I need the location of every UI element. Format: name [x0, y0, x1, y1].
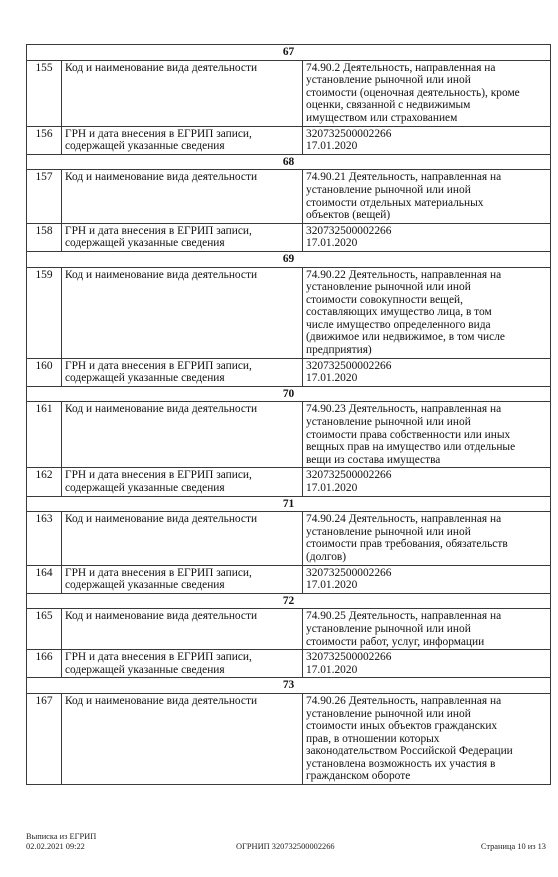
row-label: ГРН и дата внесения в ЕГРИП записи, содержащей указанные сведения: [62, 358, 303, 386]
row-value: 74.90.26 Деятельность, направленная на установление рыночной или иной стоимости иных объектов гражданских прав, в отношении которых законодательством Российской Федерации установлена возможность их участия в гражданском обороте: [303, 693, 551, 784]
table-row: [27, 170, 551, 223]
section-number: 68: [27, 154, 551, 170]
row-value: 320732500002266 17.01.2020: [303, 358, 551, 386]
row-label: ГРН и дата внесения в ЕГРИП записи, содержащей указанные сведения: [62, 468, 303, 496]
row-label: Код и наименование вида деятельности: [62, 60, 303, 126]
row-value: 74.90.22 Деятельность, направленная на установление рыночной или иной стоимости совокупности вещей, составляющих имущество лица, в том числе имущество определенного вида (движимое или недвижимое, в том числе предприятия): [303, 267, 551, 358]
table-row: [27, 693, 551, 784]
table-row: [27, 358, 551, 386]
row-label: ГРН и дата внесения в ЕГРИП записи, содержащей указанные сведения: [62, 126, 303, 154]
row-label: Код и наименование вида деятельности: [62, 170, 303, 223]
row-number: 160: [27, 358, 62, 386]
footer-page-number: Страница 10 из 13: [480, 842, 546, 851]
row-number: 166: [27, 650, 62, 678]
section-number: 71: [27, 496, 551, 512]
row-number: 155: [27, 60, 62, 126]
section-header-row: [27, 154, 551, 170]
table-body: [27, 45, 551, 785]
row-label: ГРН и дата внесения в ЕГРИП записи, содержащей указанные сведения: [62, 565, 303, 593]
section-header-row: [27, 593, 551, 609]
row-number: 161: [27, 402, 62, 468]
table-row: [27, 402, 551, 468]
table-row: [27, 126, 551, 154]
row-number: 163: [27, 512, 62, 565]
table-row: [27, 223, 551, 251]
row-number: 158: [27, 223, 62, 251]
table-row: [27, 565, 551, 593]
row-label: ГРН и дата внесения в ЕГРИП записи, содержащей указанные сведения: [62, 650, 303, 678]
row-value: 320732500002266 17.01.2020: [303, 126, 551, 154]
row-number: 165: [27, 609, 62, 650]
row-number: 156: [27, 126, 62, 154]
section-header-row: [27, 386, 551, 402]
row-value: 320732500002266 17.01.2020: [303, 223, 551, 251]
row-value: 320732500002266 17.01.2020: [303, 468, 551, 496]
row-value: 74.90.25 Деятельность, направленная на установление рыночной или иной стоимости работ, услуг, информации: [303, 609, 551, 650]
footer-ogrnip: ОГРНИП 320732500002266: [236, 842, 335, 851]
section-header-row: [27, 45, 551, 61]
footer-document-info: Выписка из ЕГРИП 02.02.2021 09:22: [26, 832, 97, 851]
row-label: Код и наименование вида деятельности: [62, 267, 303, 358]
row-number: 167: [27, 693, 62, 784]
section-number: 70: [27, 386, 551, 402]
row-number: 164: [27, 565, 62, 593]
table-row: [27, 609, 551, 650]
row-value: 74.90.23 Деятельность, направленная на установление рыночной или иной стоимости права собственности или иных вещных прав на имущество или отдельные вещи из состава имущества: [303, 402, 551, 468]
section-number: 73: [27, 678, 551, 694]
row-number: 159: [27, 267, 62, 358]
table-row: [27, 267, 551, 358]
row-label: Код и наименование вида деятельности: [62, 693, 303, 784]
section-number: 67: [27, 45, 551, 61]
section-number: 72: [27, 593, 551, 609]
table-row: [27, 468, 551, 496]
row-number: 157: [27, 170, 62, 223]
row-value: 74.90.24 Деятельность, направленная на установление рыночной или иной стоимости прав требования, обязательств (долгов): [303, 512, 551, 565]
section-number: 69: [27, 251, 551, 267]
row-value: 74.90.21 Деятельность, направленная на установление рыночной или иной стоимости отдельных материальных объектов (вещей): [303, 170, 551, 223]
row-number: 162: [27, 468, 62, 496]
section-header-row: [27, 251, 551, 267]
section-header-row: [27, 496, 551, 512]
row-value: 74.90.2 Деятельность, направленная на установление рыночной или иной стоимости (оценочная деятельность), кроме оценки, связанной с недвижимым имуществом или страхованием: [303, 60, 551, 126]
row-value: 320732500002266 17.01.2020: [303, 565, 551, 593]
row-value: 320732500002266 17.01.2020: [303, 650, 551, 678]
section-header-row: [27, 678, 551, 694]
row-label: Код и наименование вида деятельности: [62, 512, 303, 565]
table-row: [27, 60, 551, 126]
row-label: Код и наименование вида деятельности: [62, 609, 303, 650]
table-row: [27, 512, 551, 565]
table-row: [27, 650, 551, 678]
row-label: ГРН и дата внесения в ЕГРИП записи, содержащей указанные сведения: [62, 223, 303, 251]
egrip-extract-table: [26, 44, 551, 785]
row-label: Код и наименование вида деятельности: [62, 402, 303, 468]
